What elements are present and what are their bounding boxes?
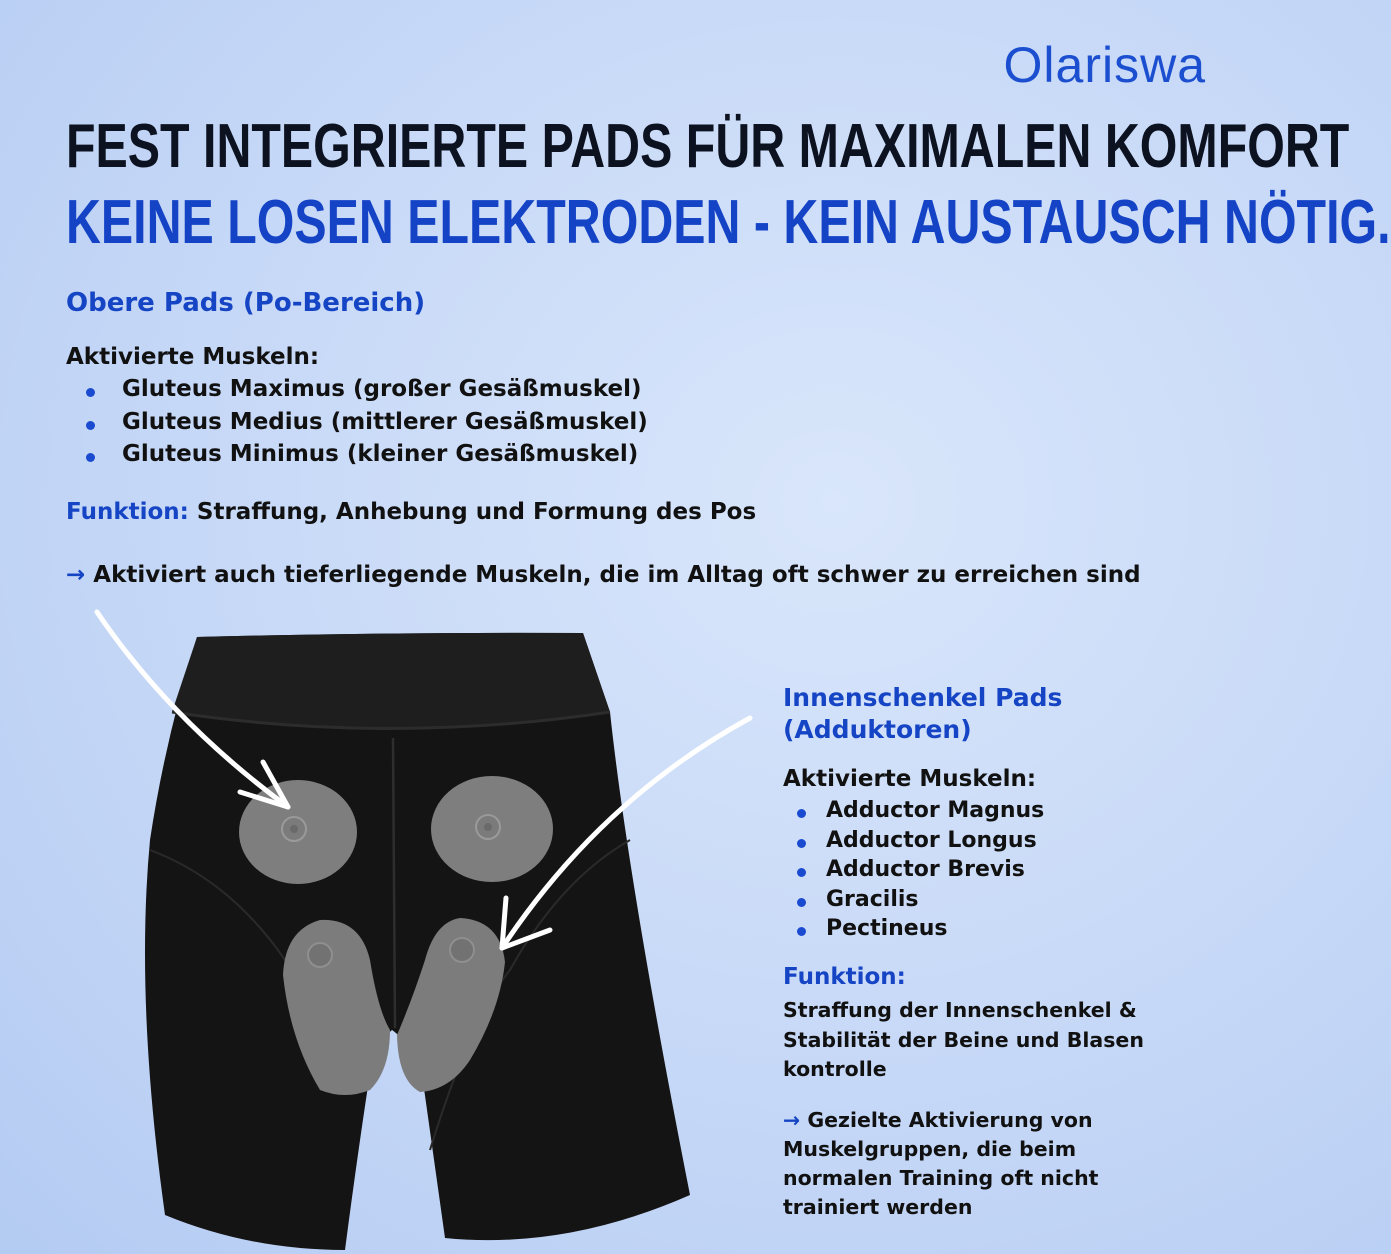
list-item: Adductor Longus (795, 828, 1044, 858)
list-item: Adductor Brevis (795, 857, 1044, 887)
list-item: Gluteus Minimus (kleiner Gesäßmuskel) (84, 441, 648, 474)
headline-main: FEST INTEGRIERTE PADS FÜR MAXIMALEN KOMFORT (66, 112, 1350, 181)
upper-pads-title: Obere Pads (Po-Bereich) (66, 288, 426, 318)
inner-note-text: Gezielte Aktivierung von Muskelgruppen, die beim normalen Training oft nicht trainiert werden (783, 1108, 1099, 1219)
upper-function-text: Straffung, Anhebung und Formung des Pos (196, 499, 757, 525)
inner-muscle-list (795, 798, 1044, 946)
list-item: Gluteus Medius (mittlerer Gesäßmuskel) (84, 409, 648, 442)
inner-pads-title (783, 682, 1062, 746)
list-item: Gracilis (795, 887, 1044, 917)
inner-function-text: Straffung der Innenschenkel & Stabilität der Beine und Blasen kontrolle (783, 998, 1144, 1081)
upper-muscles-label: Aktivierte Muskeln: (66, 344, 320, 370)
upper-note-text: Aktiviert auch tieferliegende Muskeln, die im Alltag oft schwer zu erreichen sind (93, 562, 1141, 588)
arrow-right-icon: → (66, 562, 86, 588)
headline-secondary: KEINE LOSEN ELEKTRODEN - KEIN AUSTAUSCH NÖTIG. (66, 188, 1391, 257)
arrow-right-icon: → (783, 1108, 801, 1132)
inner-pads-title-line2: (Adduktoren) (783, 715, 972, 744)
list-item: Adductor Magnus (795, 798, 1044, 828)
inner-note (783, 1106, 1113, 1222)
brand-logo: Olariswa (1003, 37, 1206, 93)
inner-muscles-label: Aktivierte Muskeln: (783, 766, 1037, 792)
inner-function-label: Funktion: (783, 964, 906, 990)
inner-pads-title-line1: Innenschenkel Pads (783, 683, 1063, 712)
upper-function-label: Funktion: (66, 499, 189, 525)
list-item: Gluteus Maximus (großer Gesäßmuskel) (84, 376, 648, 409)
list-item: Pectineus (795, 916, 1044, 946)
waistband (172, 633, 610, 729)
